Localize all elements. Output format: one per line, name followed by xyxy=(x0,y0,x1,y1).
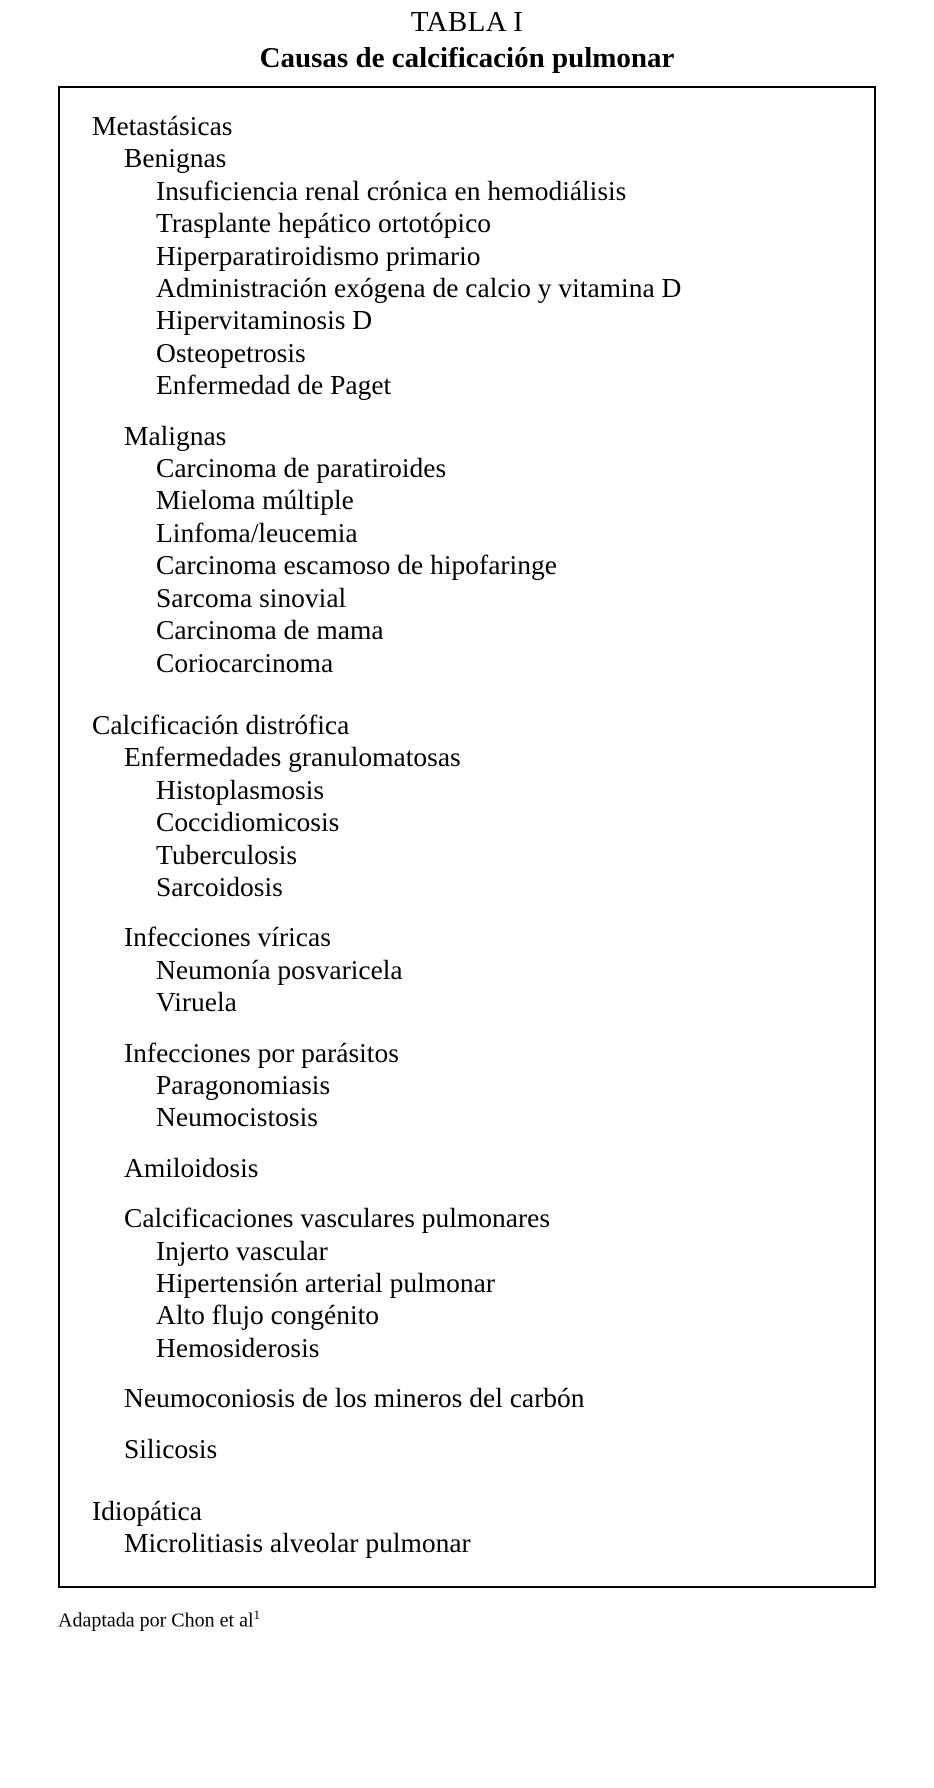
table-row: Infecciones por parásitos xyxy=(124,1036,399,1068)
table-row: Idiopática xyxy=(92,1495,202,1527)
table-row: Calcificaciones vasculares pulmonares xyxy=(124,1202,551,1234)
table-rows xyxy=(60,110,874,1560)
table-body-box xyxy=(58,86,876,1588)
table-row: Hipertensión arterial pulmonar xyxy=(156,1267,496,1298)
table-row: Enfermedad de Paget xyxy=(156,369,392,401)
table-row: Mieloma múltiple xyxy=(156,484,354,516)
table-row: Linfoma/leucemia xyxy=(156,516,358,548)
table-row: Coriocarcinoma xyxy=(156,646,334,678)
table-row: Sarcoma sinovial xyxy=(156,581,347,613)
table-row: Infecciones víricas xyxy=(124,921,331,953)
table-row: Benignas xyxy=(124,142,227,174)
table-row: Microlitiasis alveolar pulmonar xyxy=(124,1527,471,1559)
table-row: Coccidiomicosis xyxy=(156,806,340,838)
table-row: Osteopetrosis xyxy=(156,336,306,368)
table-row: Neumoconiosis de los mineros del carbón xyxy=(124,1382,585,1414)
table-row: Neumonía posvaricela xyxy=(156,953,403,985)
table-row: Carcinoma de mama xyxy=(156,614,384,646)
table-row: Histoplasmosis xyxy=(156,773,325,805)
table-footnote xyxy=(58,1602,876,1634)
table-row: Viruela xyxy=(156,986,237,1018)
table-number-label: TABLA I xyxy=(410,6,524,38)
footnote-reference: 1 xyxy=(253,1606,260,1622)
table-row: Tuberculosis xyxy=(156,838,298,870)
table-row: Enfermedades granulomatosas xyxy=(124,741,461,773)
table-row: Malignas xyxy=(124,419,227,451)
table-row: Hiperparatiroidismo primario xyxy=(156,239,481,271)
table-row: Paragonomiasis xyxy=(156,1068,331,1100)
table-row: Silicosis xyxy=(124,1432,218,1464)
table-row: Metastásicas xyxy=(92,110,233,141)
table-row: Administración exógena de calcio y vitamina D xyxy=(156,272,682,304)
table-row: Trasplante hepático ortotópico xyxy=(156,207,492,239)
table-row: Calcificación distrófica xyxy=(92,708,350,740)
table-caption xyxy=(58,0,876,76)
table-row: Hipervitaminosis D xyxy=(156,304,373,336)
table-row: Hemosiderosis xyxy=(156,1331,320,1363)
table-row: Injerto vascular xyxy=(156,1234,328,1266)
footnote-text: Adaptada por Chon et al xyxy=(58,1609,254,1632)
table-row: Amiloidosis xyxy=(124,1151,259,1183)
table-row: Carcinoma escamoso de hipofaringe xyxy=(156,549,557,581)
table-row: Insuficiencia renal crónica en hemodiálisis xyxy=(156,174,627,206)
table-row: Carcinoma de paratiroides xyxy=(156,452,447,484)
table-row: Alto flujo congénito xyxy=(156,1299,380,1331)
table-row: Neumocistosis xyxy=(156,1101,318,1133)
table-row: Sarcoidosis xyxy=(156,870,283,902)
table-title: Causas de calcificación pulmonar xyxy=(259,42,675,74)
